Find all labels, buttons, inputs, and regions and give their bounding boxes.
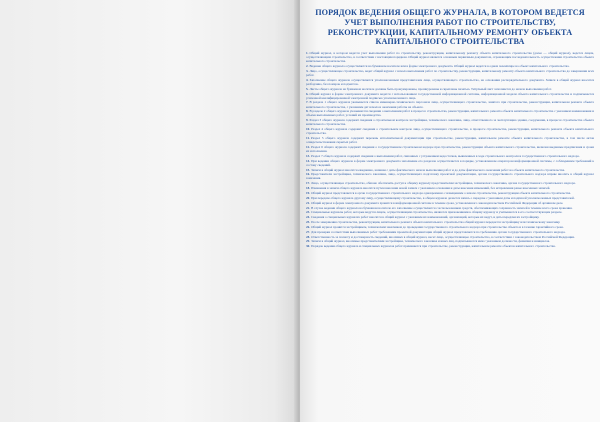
clause-paragraph <box>306 127 594 135</box>
clause-number: 11. <box>306 136 310 141</box>
clause-number: 13. <box>306 153 311 158</box>
clause-text: Раздел 3 общего журнала содержит сведения о строительном контроле застройщика, технического заказчика, лица, ответственного за эксплуатацию здания, сооружения, в процессе строительства объекта капитального строительства. <box>306 118 594 127</box>
page-content <box>306 8 594 416</box>
clause-number: 21. <box>306 200 311 205</box>
clause-text: Порядок ведения общего журнала и специальных журналов работ применяется при строительстве, реконструкции, капитальном ремонте объектов капитального строительства. <box>311 244 556 249</box>
clause-number: 7. <box>306 100 309 105</box>
clause-number: 19. <box>306 190 311 195</box>
clause-text: В разделе 2 общего журнала указываются сведения о выполнении работ в процессе строительства, реконструкции, капитального ремонта объекта капитального строительства с указанием наименования и объема выполненных работ, условий их производства. <box>306 109 594 118</box>
clause-text: Записи в общий журнал, вносимые представителями застройщика, технического заказчика и иных лиц, подписываются ими с указанием должности, фамилии и инициалов. <box>311 239 550 244</box>
clause-number: 1. <box>306 51 309 56</box>
clause-text: В случае ведения общего журнала на бумажном носителе его заполнение осуществляется с использованием средств, обеспечивающих сохранность записей в течение всего срока хранения. <box>311 205 573 210</box>
clause-paragraph <box>306 206 594 210</box>
clause-paragraph <box>306 235 594 239</box>
clause-text: Ведение общего журнала осуществляется на бумажном носителе или в форме электронного документа. Общий журнал ведется в одном экземпляре на объект капитального строительства. <box>309 64 570 69</box>
clause-paragraph <box>306 154 594 158</box>
clause-text: Листы общего журнала на бумажном носителе должны быть пронумерованы, прошнурованы и скреплены печатью. Титульный лист заполняется до начала выполнения работ. <box>309 86 552 91</box>
clause-paragraph <box>306 186 594 190</box>
clause-number: 3. <box>306 68 309 73</box>
clause-text: Представители застройщика, технического заказчика, лица, осуществляющего подготовку проектной документации, органа государственного строительного надзора вправе вносить в общий журнал замечания. <box>306 172 594 181</box>
clause-number: 15. <box>306 167 311 172</box>
clause-number: 12. <box>306 144 311 149</box>
clause-text: Общий журнал в форме электронного документа хранится в информационной системе в течение срока, установленного законодательством Российской Федерации об архивном деле. <box>311 200 564 205</box>
clause-text: Раздел 6 общего журнала содержит сведения о государственном строительном надзоре при строительстве, реконструкции объекта капитального строительства, включая выданные предписания и сроки их исполнения. <box>306 144 594 153</box>
clause-number: 20. <box>306 195 311 200</box>
clause-paragraph <box>306 118 594 126</box>
clause-number: 10. <box>306 127 311 132</box>
clause-text: В разделе 1 общего журнала указывается список инженерно-технического персонала лица, осуществляющего строительство, занятого при строительстве, реконструкции, капитальном ремонте объекта капитального строительства, с указанием дат начала и окончания работы на объекте. <box>306 100 594 109</box>
document-body <box>306 51 594 248</box>
clause-text: Для проверки соответствия выполняемых работ требованиям проектной документации общий журнал представляется по требованию органа государственного строительного надзора. <box>311 229 566 234</box>
clause-text: Сведения о специальных журналах работ вносятся в общий журнал с указанием их наименований, организаций, которые их ведут, и даты передачи их застройщику. <box>311 215 540 220</box>
clause-paragraph <box>306 239 594 243</box>
clause-number: 25. <box>306 220 311 225</box>
clause-paragraph <box>306 92 594 100</box>
clause-text: Раздел 7 общего журнала содержит сведения о выполнении работ, связанных с устранением недостатков, выявленных в ходе строительного контроля и государственного строительного надзора. <box>311 153 580 158</box>
clause-paragraph <box>306 87 594 91</box>
clause-paragraph <box>306 64 594 68</box>
clause-text: Изменения в записи общего журнала вносятся путем внесения новой записи с указанием основания и даты внесения изменений, без исправления ранее внесенных записей. <box>311 186 551 191</box>
clause-number: 29. <box>306 239 311 244</box>
clause-paragraph <box>306 100 594 108</box>
clause-paragraph <box>306 191 594 195</box>
clause-paragraph <box>306 51 594 63</box>
clause-number: 6. <box>306 91 309 96</box>
clause-text: Общий журнал, в котором ведется учет выполнения работ по строительству, реконструкции, капитальному ремонту объекта капитального строительства (далее — общий журнал), ведется лицом, осуществляющим строительство, в соответствии с настоящим порядком. Общий журнал является основным первичным документом, отражающим последовательность осуществления строительства объекта капитального строительства. <box>306 51 594 64</box>
clause-number: 26. <box>306 224 311 229</box>
clause-paragraph <box>306 168 594 172</box>
clause-number: 22. <box>306 205 311 210</box>
clause-text: При ведении общего журнала в форме электронного документа заполнение его разделов осуществляется в порядке, установленном оператором информационной системы, с соблюдением требований к составу сведений. <box>306 158 594 167</box>
clause-paragraph <box>306 181 594 185</box>
clause-paragraph <box>306 159 594 167</box>
clause-number: 2. <box>306 64 309 69</box>
clause-paragraph <box>306 145 594 153</box>
clause-paragraph <box>306 172 594 180</box>
clause-paragraph <box>306 69 594 77</box>
clause-text: После завершения строительства, реконструкции, капитального ремонта объекта капитального строительства общий журнал передается застройщику или техническому заказчику. <box>311 220 561 225</box>
clause-paragraph <box>306 210 594 214</box>
clause-text: Специальные журналы работ, которые ведутся лицом, осуществляющим строительство, являются приложениями к общему журналу и учитываются в его соответствующем разделе. <box>311 210 563 215</box>
clause-number: 27. <box>306 229 311 234</box>
clause-paragraph <box>306 201 594 205</box>
clause-number: 17. <box>306 181 311 186</box>
clause-paragraph <box>306 230 594 234</box>
clause-text: Заполнение общего журнала осуществляется уполномоченным представителем лица, осуществляющего строительство, на основании распорядительного документа. Записи в общий журнал вносятся разборчиво, без помарок и подчисток. <box>306 77 594 86</box>
clause-text: Общий журнал в форме электронного документа ведется с использованием государственной информационной системы, информационной модели объекта капитального строительства и подписывается усиленной квалифицированной электронной подписью уполномоченного лица. <box>306 91 594 100</box>
clause-text: Раздел 5 общего журнала содержит перечень исполнительной документации при строительстве, реконструкции, капитальном ремонте объекта капитального строительства, в том числе актов освидетельствования скрытых работ. <box>306 136 594 145</box>
clause-paragraph <box>306 78 594 86</box>
clause-text: Ответственность за полноту и достоверность сведений, вносимых в общий журнал, несет лицо, осуществляющее строительство, в соответствии с законодательством Российской Федерации. <box>311 234 575 239</box>
clause-number: 30. <box>306 244 311 249</box>
clause-paragraph <box>306 215 594 219</box>
document-heading: ПОРЯДОК ВЕДЕНИЯ ОБЩЕГО ЖУРНАЛА, В КОТОРОМ ВЕДЕТСЯ УЧЕТ ВЫПОЛНЕНИЯ РАБОТ ПО СТРОИТЕЛЬСТВУ, РЕКОНСТРУКЦИИ, КАПИТАЛЬНОМУ РЕМОНТУ ОБЪЕКТА КАПИТАЛЬНОГО СТРОИТЕЛЬСТВА <box>315 8 585 47</box>
clause-paragraph <box>306 220 594 224</box>
clause-text: Общий журнал хранится застройщиком, техническим заказчиком до проведения государственного строительного надзора при строительстве объекта и в течение гарантийного срока. <box>311 224 564 229</box>
clause-number: 16. <box>306 172 311 177</box>
clause-number: 9. <box>306 118 309 123</box>
clause-text: Записи в общий журнал вносятся ежедневно, начиная с даты фактического начала выполнения работ и до даты фактического окончания работ на объекте капитального строительства. <box>311 167 565 172</box>
clause-text: Общий журнал представляется в орган государственного строительного надзора одновременно с извещением о начале строительства, реконструкции объекта капитального строительства. <box>311 190 572 195</box>
clause-number: 14. <box>306 158 311 163</box>
left-page <box>0 0 298 422</box>
clause-paragraph <box>306 136 594 144</box>
clause-paragraph <box>306 109 594 117</box>
clause-number: 4. <box>306 77 309 82</box>
clause-text: Лицо, осуществляющее строительство, обязано обеспечить доступ к общему журналу представителям застройщика, технического заказчика, органа государственного строительного надзора. <box>311 181 576 186</box>
clause-paragraph <box>306 244 594 248</box>
clause-paragraph <box>306 225 594 229</box>
clause-number: 28. <box>306 234 311 239</box>
clause-text: Лицо, осуществляющее строительство, ведет общий журнал с начала выполнения работ по строительству, реконструкции, капитальному ремонту объекта капитального строительства до завершения всех работ. <box>306 68 594 78</box>
clause-number: 18. <box>306 186 311 191</box>
clause-number: 5. <box>306 86 309 91</box>
right-page <box>300 0 600 422</box>
clause-number: 24. <box>306 215 311 220</box>
clause-text: При передаче общего журнала другому лицу, осуществляющему строительство, в общем журнале делается запись о передаче с указанием даты и подписей уполномоченных представителей. <box>311 195 575 200</box>
clause-text: Раздел 4 общего журнала содержит сведения о строительном контроле лица, осуществляющего строительство, в процессе строительства, реконструкции, капитального ремонта объекта капитального строительства. <box>306 127 594 136</box>
clause-number: 8. <box>306 109 309 114</box>
clause-number: 23. <box>306 210 311 215</box>
clause-paragraph <box>306 196 594 200</box>
